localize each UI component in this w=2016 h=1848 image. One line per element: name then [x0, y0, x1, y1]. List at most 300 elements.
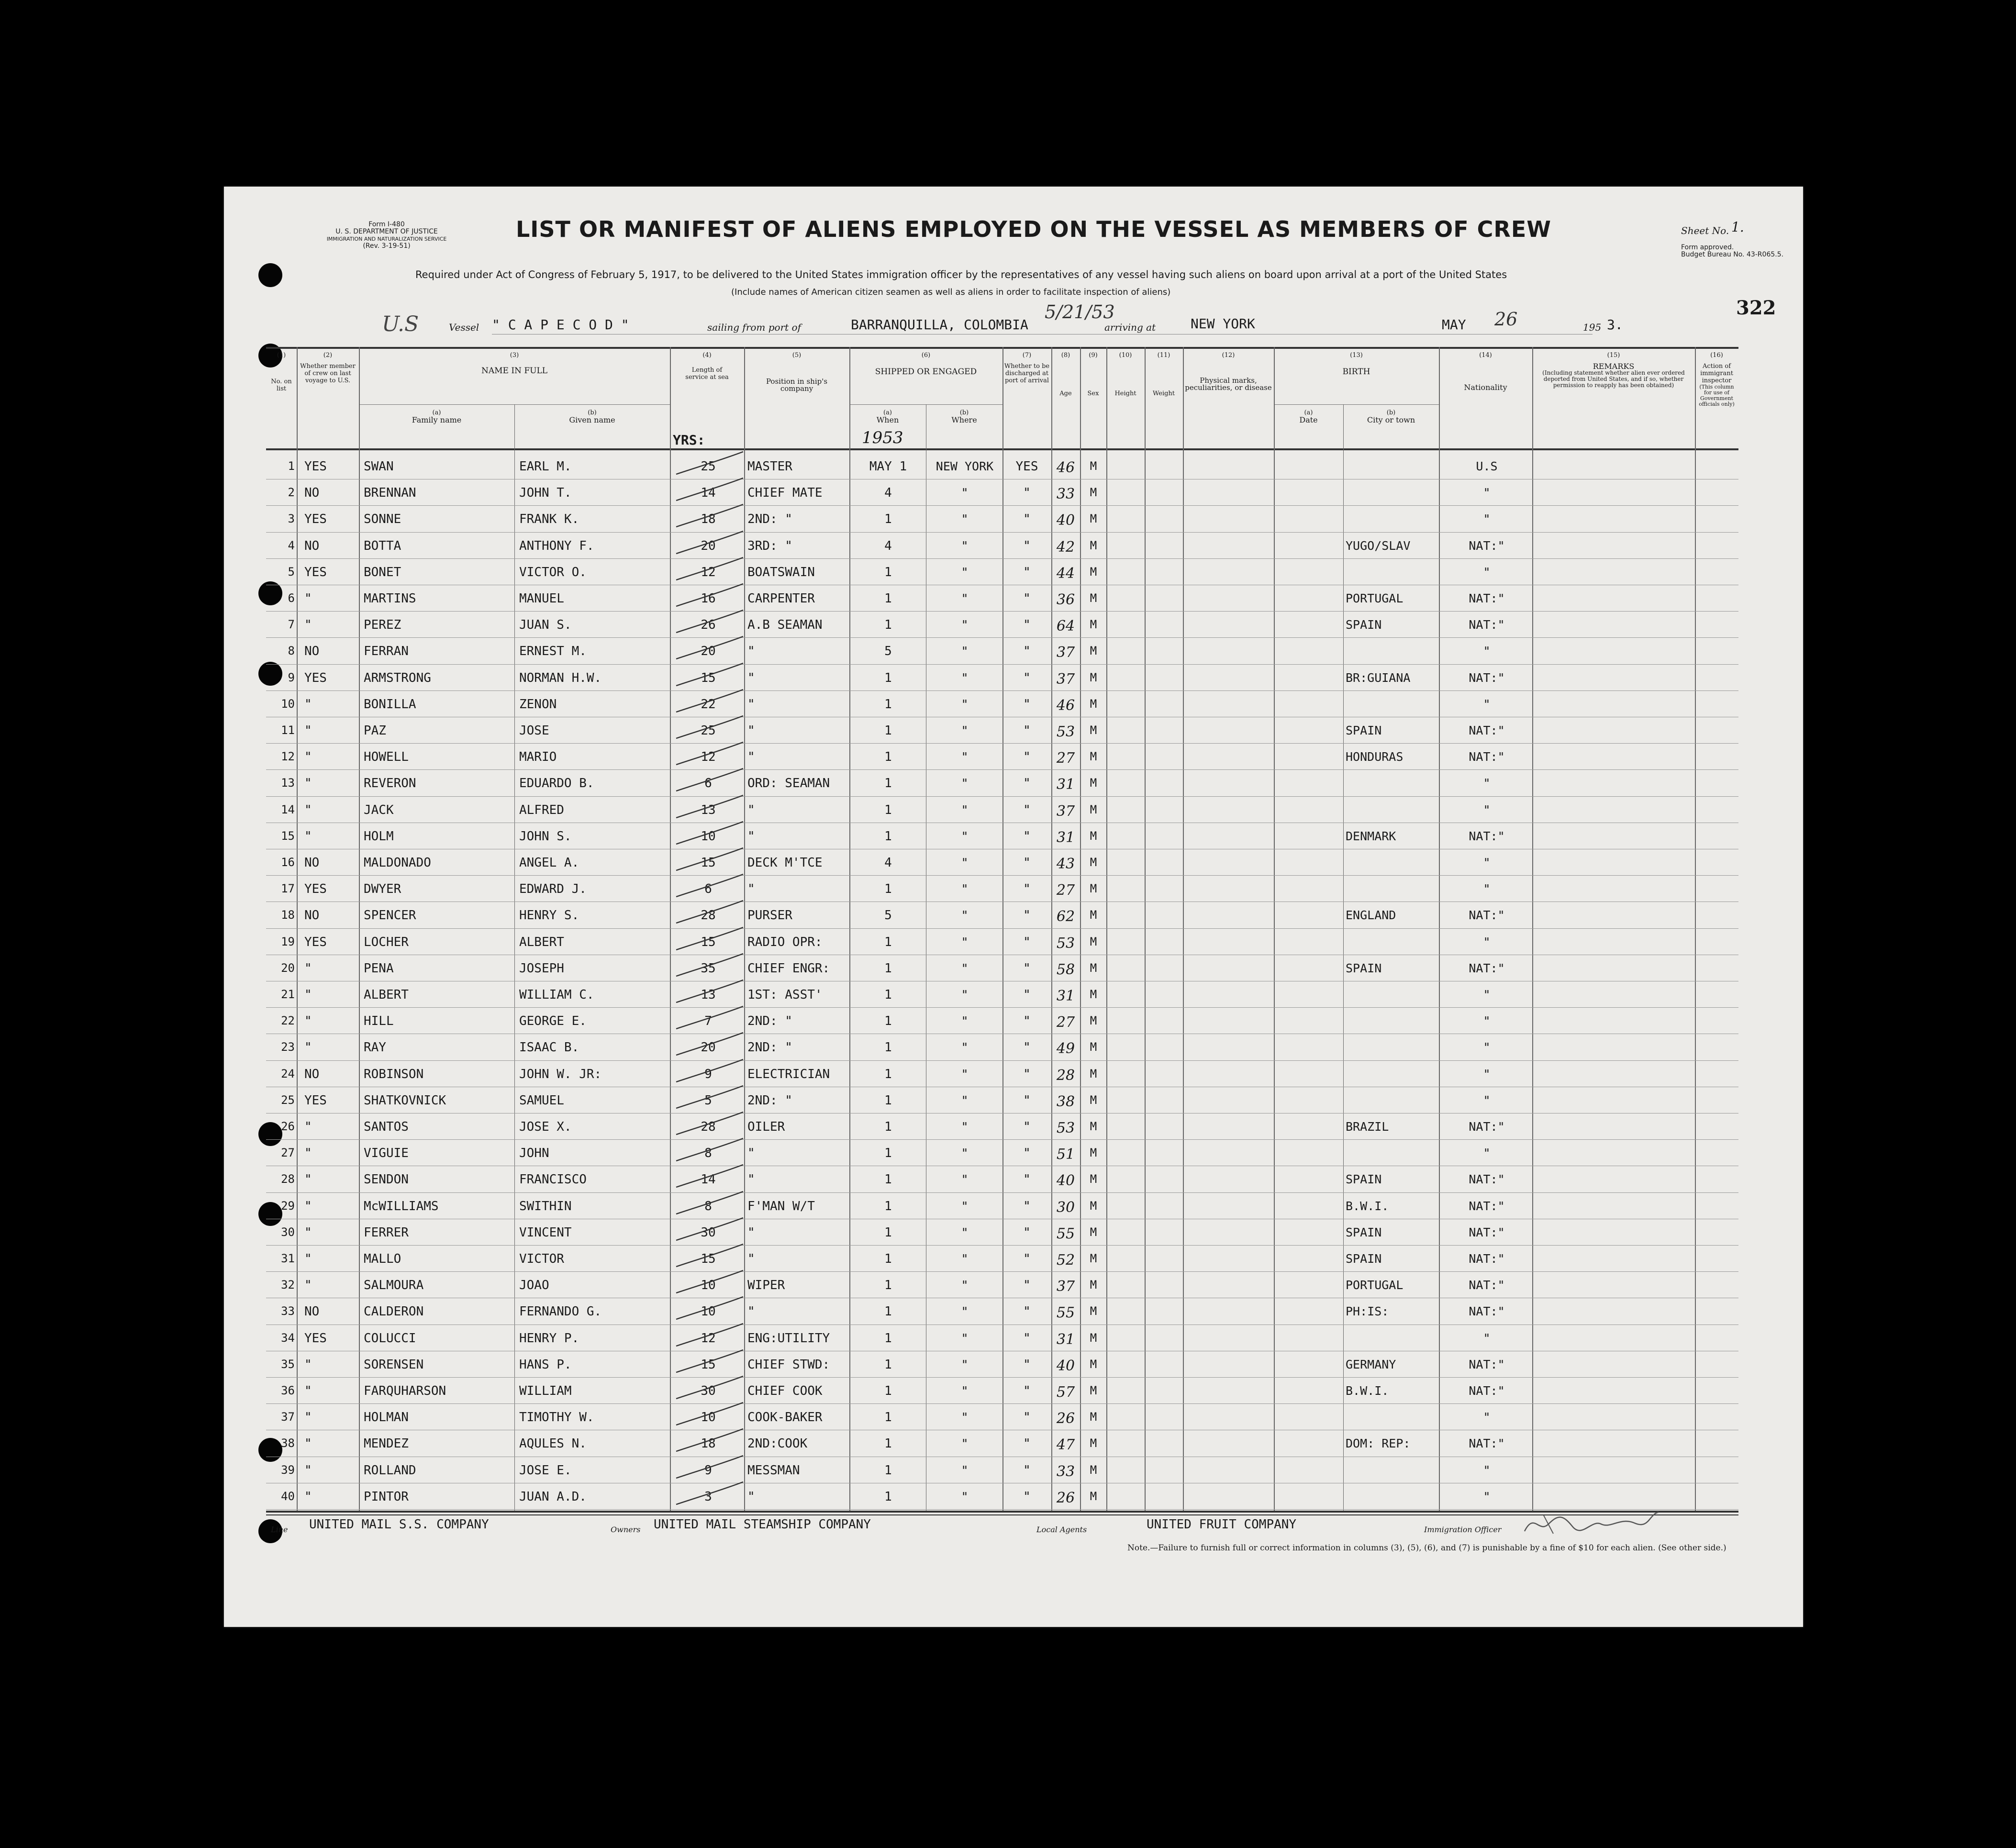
age-cell: 53	[1056, 724, 1075, 740]
service-name: IMMIGRATION AND NATURALIZATION SERVICE	[326, 236, 447, 242]
position-cell: "	[747, 670, 755, 685]
row-rule	[266, 1271, 1738, 1272]
years-service-cell: 28	[701, 908, 716, 923]
col-label: No. on list	[271, 378, 292, 392]
shipped-where-cell: "	[961, 512, 969, 526]
years-service-cell: 7	[704, 1014, 712, 1029]
position-cell: CHIEF STWD:	[747, 1357, 830, 1372]
sex-cell: M	[1090, 538, 1097, 552]
birth-city-cell: DOM: REP:	[1346, 1436, 1411, 1451]
col-number: (b)	[959, 409, 969, 416]
row-number: 11	[281, 724, 295, 737]
arrival-month: MAY	[1442, 317, 1466, 333]
nationality-cell: NAT:"	[1469, 618, 1505, 632]
birth-city-cell: SPAIN	[1346, 1172, 1382, 1187]
col10-header	[1106, 352, 1145, 397]
shipped-when-cell: 1	[884, 1252, 892, 1266]
sailing-port: BARRANQUILLA, COLOMBIA	[851, 317, 1028, 333]
given-name-cell: SAMUEL	[519, 1093, 564, 1108]
last-voyage-cell: YES	[304, 1093, 327, 1108]
row-rule	[266, 1509, 1738, 1510]
years-strike-mark	[674, 580, 746, 609]
shipped-where-cell: "	[961, 1014, 969, 1028]
years-service-cell: 15	[701, 856, 716, 870]
given-name-cell: EDUARDO B.	[519, 776, 594, 791]
years-strike-mark	[674, 501, 746, 529]
given-name-cell: VICTOR O.	[519, 565, 587, 579]
years-strike-mark	[674, 1346, 746, 1375]
discharged-cell: "	[1023, 776, 1031, 791]
age-cell: 57	[1056, 1384, 1075, 1401]
col6-header	[849, 352, 1002, 376]
age-cell: 55	[1056, 1304, 1075, 1322]
col13-header	[1274, 352, 1439, 376]
given-name-cell: EARL M.	[519, 459, 572, 474]
years-service-cell: 12	[701, 1331, 716, 1346]
age-cell: 49	[1056, 1040, 1075, 1058]
given-name-cell: FERNANDO G.	[519, 1304, 602, 1319]
nationality-cell: "	[1483, 1067, 1491, 1081]
discharged-cell: "	[1023, 829, 1031, 844]
years-strike-mark	[674, 924, 746, 952]
discharged-cell: "	[1023, 750, 1031, 765]
shipped-when-cell: 1	[884, 1278, 892, 1293]
family-name-cell: BRENNAN	[364, 486, 416, 501]
row-number: 28	[281, 1172, 295, 1186]
position-cell: 1ST: ASST'	[747, 988, 823, 1002]
col-divider	[1695, 347, 1696, 1512]
last-voyage-cell: "	[304, 1436, 312, 1451]
last-voyage-cell: "	[304, 1199, 312, 1213]
last-voyage-cell: "	[304, 829, 312, 844]
row-number: 37	[281, 1410, 295, 1424]
years-service-cell: 25	[701, 459, 716, 474]
last-voyage-cell: "	[304, 1463, 312, 1478]
row-number: 13	[281, 776, 295, 790]
shipped-when-cell: 1	[884, 882, 892, 897]
row-number: 15	[281, 829, 295, 843]
shipped-when-cell: 1	[884, 935, 892, 949]
years-service-cell: 18	[701, 512, 716, 527]
row-number: 3	[288, 512, 295, 526]
col13b-header	[1343, 409, 1439, 423]
years-service-cell: 5	[704, 1093, 712, 1108]
birth-city-cell: SPAIN	[1346, 618, 1382, 632]
last-voyage-cell: "	[304, 1384, 312, 1398]
nationality-cell: "	[1483, 1146, 1491, 1160]
row-rule	[266, 1139, 1738, 1140]
position-cell: "	[747, 882, 755, 897]
discharged-cell: "	[1023, 908, 1031, 923]
sex-cell: M	[1090, 565, 1097, 579]
age-cell: 46	[1056, 459, 1075, 476]
discharged-cell: "	[1023, 935, 1031, 949]
family-name-cell: MARTINS	[364, 591, 416, 606]
position-cell: 2ND: "	[747, 1040, 792, 1055]
approval-block	[1681, 244, 1783, 258]
discharged-cell: "	[1023, 538, 1031, 553]
given-name-cell: JOAO	[519, 1278, 549, 1293]
birth-city-cell: SPAIN	[1346, 961, 1382, 975]
discharged-cell: "	[1023, 644, 1031, 659]
sex-cell: M	[1090, 1410, 1097, 1424]
col-number: (6)	[921, 352, 931, 359]
shipped-where-cell: "	[961, 961, 969, 975]
last-voyage-cell: "	[304, 697, 312, 712]
last-voyage-cell: "	[304, 988, 312, 1002]
last-voyage-cell: "	[304, 1225, 312, 1240]
include-note: (Include names of American citizen seamen as well as aliens in order to facilitate inspection of aliens)	[731, 287, 1171, 297]
given-name-cell: EDWARD J.	[519, 882, 587, 897]
given-name-cell: JOHN	[519, 1146, 549, 1161]
row-rule	[266, 1007, 1738, 1008]
discharged-cell: YES	[1015, 459, 1038, 474]
shipped-when-cell: 5	[884, 908, 892, 923]
shipped-when-cell: 1	[884, 1331, 892, 1346]
position-cell: COOK-BAKER	[747, 1410, 823, 1425]
row-number: 2	[288, 486, 295, 500]
col-divider	[670, 347, 671, 1512]
birth-city-cell: B.W.I.	[1346, 1384, 1389, 1398]
last-voyage-cell: YES	[304, 935, 327, 949]
given-name-cell: JOSEPH	[519, 961, 564, 976]
sheet-label: Sheet No.	[1681, 225, 1729, 236]
shipped-when-cell: 5	[884, 644, 892, 659]
sex-cell: M	[1090, 1489, 1097, 1503]
sex-cell: M	[1090, 1172, 1097, 1186]
years-strike-mark	[674, 765, 746, 793]
shipped-when-cell: 4	[884, 538, 892, 553]
given-name-cell: FRANCISCO	[519, 1172, 587, 1187]
years-strike-mark	[674, 1240, 746, 1269]
birth-city-cell: B.W.I.	[1346, 1199, 1389, 1213]
col-label: Nationality	[1464, 383, 1507, 392]
row-number: 30	[281, 1225, 295, 1239]
given-name-cell: JOSE X.	[519, 1120, 572, 1134]
years-strike-mark	[674, 738, 746, 767]
row-number: 39	[281, 1463, 295, 1477]
position-cell: CHIEF MATE	[747, 486, 823, 501]
nationality-cell: "	[1483, 935, 1491, 949]
family-name-cell: FARQUHARSON	[364, 1384, 446, 1398]
given-name-cell: MANUEL	[519, 591, 564, 606]
shipped-where-cell: "	[961, 750, 969, 764]
col-note: (This column for use of Government officials only)	[1699, 384, 1735, 407]
row-number: 1	[288, 459, 295, 473]
row-number: 40	[281, 1489, 295, 1503]
sex-cell: M	[1090, 908, 1097, 922]
nationality-cell: NAT:"	[1469, 750, 1505, 764]
last-voyage-cell: NO	[304, 538, 320, 553]
given-name-cell: WILLIAM C.	[519, 988, 594, 1002]
nationality-cell: "	[1483, 1463, 1491, 1477]
family-name-cell: HILL	[364, 1014, 394, 1029]
shipped-where-cell: "	[961, 856, 969, 869]
row-number: 35	[281, 1357, 295, 1371]
line-label: Line	[271, 1525, 288, 1534]
last-voyage-cell: "	[304, 1172, 312, 1187]
year-suffix: 3.	[1607, 317, 1623, 333]
years-service-cell: 15	[701, 670, 716, 685]
given-name-cell: ANTHONY F.	[519, 538, 594, 553]
sex-cell: M	[1090, 1199, 1097, 1213]
shipped-year-handwritten: 1953	[862, 428, 903, 447]
col5-header	[744, 352, 849, 392]
nationality-cell: "	[1483, 882, 1491, 896]
sex-cell: M	[1090, 591, 1097, 605]
family-name-cell: SPENCER	[364, 908, 416, 923]
col-label: BIRTH	[1342, 367, 1370, 377]
family-name-cell: RAY	[364, 1040, 386, 1055]
shipped-where-cell: "	[961, 697, 969, 711]
shipped-when-cell: 1	[884, 1093, 892, 1108]
col15-header	[1532, 352, 1695, 389]
family-name-cell: LOCHER	[364, 935, 409, 949]
sex-cell: M	[1090, 1146, 1097, 1160]
position-cell: ELECTRICIAN	[747, 1067, 830, 1081]
sex-cell: M	[1090, 670, 1097, 684]
nationality-cell: "	[1483, 988, 1491, 1002]
position-cell: CHIEF ENGR:	[747, 961, 830, 976]
col-number: (7)	[1022, 352, 1032, 359]
family-name-cell: ROLLAND	[364, 1463, 416, 1478]
age-cell: 28	[1056, 1067, 1075, 1084]
age-cell: 40	[1056, 1172, 1075, 1190]
birth-city-cell: PH:IS:	[1346, 1304, 1389, 1319]
shipped-where-cell: "	[961, 1384, 969, 1398]
shipped-where-cell: "	[961, 538, 969, 553]
row-number: 23	[281, 1040, 295, 1054]
shipped-when-cell: 4	[884, 856, 892, 870]
birth-city-cell: SPAIN	[1346, 1225, 1382, 1239]
years-strike-mark	[674, 950, 746, 979]
age-cell: 31	[1056, 776, 1075, 793]
nationality-cell: NAT:"	[1469, 1357, 1505, 1371]
discharged-cell: "	[1023, 1436, 1031, 1451]
years-strike-mark	[674, 870, 746, 899]
manifest-sheet	[224, 187, 1803, 1627]
shipped-when-cell: MAY 1	[869, 459, 907, 474]
shipped-where-cell: "	[961, 591, 969, 605]
last-voyage-cell: "	[304, 1120, 312, 1134]
discharged-cell: "	[1023, 591, 1031, 606]
line-value: UNITED MAIL S.S. COMPANY	[309, 1517, 489, 1532]
row-number: 27	[281, 1146, 295, 1160]
given-name-cell: GEORGE E.	[519, 1014, 587, 1029]
sailing-label: sailing from port of	[707, 322, 801, 333]
sex-cell: M	[1090, 935, 1097, 948]
row-rule	[266, 611, 1738, 612]
col-divider	[359, 347, 360, 1512]
years-strike-mark	[674, 527, 746, 556]
discharged-cell: "	[1023, 1278, 1031, 1293]
sex-cell: M	[1090, 1384, 1097, 1397]
age-cell: 44	[1056, 565, 1075, 582]
col-label: Whether to be discharged at port of arrival	[1004, 363, 1050, 384]
family-name-cell: HOLM	[364, 829, 394, 844]
row-number: 22	[281, 1014, 295, 1028]
position-cell: WIPER	[747, 1278, 785, 1293]
nationality-cell: NAT:"	[1469, 1120, 1505, 1134]
age-cell: 62	[1056, 908, 1075, 925]
age-cell: 33	[1056, 1463, 1075, 1480]
years-strike-mark	[674, 897, 746, 925]
col11-header	[1145, 352, 1183, 397]
position-cell: "	[747, 1225, 755, 1240]
discharged-cell: "	[1023, 1146, 1031, 1161]
years-service-cell: 28	[701, 1120, 716, 1134]
shipped-where-cell: "	[961, 1067, 969, 1081]
position-cell: "	[747, 829, 755, 844]
position-cell: CHIEF COOK	[747, 1384, 823, 1398]
years-strike-mark	[674, 1452, 746, 1481]
given-name-cell: JOSE E.	[519, 1463, 572, 1478]
sex-cell: M	[1090, 512, 1097, 526]
row-rule	[266, 690, 1738, 691]
col16-header	[1695, 352, 1738, 407]
years-strike-mark	[674, 448, 746, 477]
sex-cell: M	[1090, 1357, 1097, 1371]
position-cell: "	[747, 1146, 755, 1161]
owners-value: UNITED MAIL STEAMSHIP COMPANY	[654, 1517, 871, 1532]
years-strike-mark	[674, 1188, 746, 1216]
position-cell: "	[747, 1489, 755, 1504]
age-cell: 30	[1056, 1199, 1075, 1216]
shipped-where-cell: "	[961, 829, 969, 843]
discharged-cell: "	[1023, 1357, 1031, 1372]
shipped-when-cell: 1	[884, 724, 892, 738]
discharged-cell: "	[1023, 1384, 1031, 1398]
shipped-when-cell: 1	[884, 1384, 892, 1398]
col-divider	[1183, 347, 1184, 1512]
nationality-cell: "	[1483, 1489, 1491, 1503]
years-strike-mark	[674, 1267, 746, 1295]
family-name-cell: SANTOS	[364, 1120, 409, 1134]
last-voyage-cell: NO	[304, 908, 320, 923]
col-number: (a)	[1304, 409, 1313, 416]
years-service-cell: 35	[701, 961, 716, 976]
family-name-cell: SONNE	[364, 512, 401, 527]
row-number: 7	[288, 618, 295, 632]
age-cell: 55	[1056, 1225, 1075, 1242]
arriving-label: arriving at	[1104, 322, 1156, 333]
family-name-cell: MENDEZ	[364, 1436, 409, 1451]
sex-cell: M	[1090, 1304, 1097, 1318]
age-cell: 31	[1056, 829, 1075, 846]
form-number: Form I-480	[368, 221, 405, 228]
given-name-cell: SWITHIN	[519, 1199, 572, 1213]
discharged-cell: "	[1023, 1067, 1031, 1081]
col-label: Where	[951, 415, 977, 424]
age-cell: 64	[1056, 618, 1075, 635]
given-name-cell: WILLIAM	[519, 1384, 572, 1398]
shipped-when-cell: 1	[884, 1120, 892, 1134]
owners-label: Owners	[611, 1525, 641, 1534]
age-cell: 26	[1056, 1410, 1075, 1427]
shipped-where-cell: "	[961, 1357, 969, 1371]
nationality-cell: NAT:"	[1469, 724, 1505, 737]
shipped-where-cell: "	[961, 1463, 969, 1477]
family-name-cell: SWAN	[364, 459, 394, 474]
row-number: 17	[281, 882, 295, 896]
family-name-cell: BONET	[364, 565, 401, 579]
given-name-cell: ERNEST M.	[519, 644, 587, 659]
col3b-header	[514, 409, 670, 423]
position-cell: ORD: SEAMAN	[747, 776, 830, 791]
last-voyage-cell: "	[304, 1278, 312, 1293]
years-strike-mark	[674, 659, 746, 688]
vessel-name: " C A P E C O D "	[492, 317, 629, 333]
shipped-when-cell: 1	[884, 1225, 892, 1240]
shipped-when-cell: 1	[884, 1304, 892, 1319]
col-number: (a)	[432, 409, 441, 416]
col-number: (12)	[1222, 352, 1235, 359]
last-voyage-cell: "	[304, 591, 312, 606]
row-number: 5	[288, 565, 295, 579]
discharged-cell: "	[1023, 1172, 1031, 1187]
age-cell: 53	[1056, 1120, 1075, 1136]
position-cell: RADIO OPR:	[747, 935, 823, 949]
discharged-cell: "	[1023, 1410, 1031, 1425]
row-number: 36	[281, 1384, 295, 1397]
discharged-cell: "	[1023, 512, 1031, 527]
nationality-cell: NAT:"	[1469, 591, 1505, 605]
sex-cell: M	[1090, 1331, 1097, 1345]
discharged-cell: "	[1023, 1120, 1031, 1134]
given-name-cell: AQULES N.	[519, 1436, 587, 1451]
row-rule	[266, 637, 1738, 638]
col3-header	[359, 352, 670, 375]
years-strike-mark	[674, 712, 746, 741]
family-name-cell: SALMOURA	[364, 1278, 424, 1293]
sex-cell: M	[1090, 1278, 1097, 1292]
col9-header	[1080, 352, 1106, 397]
shipped-where-cell: "	[961, 724, 969, 737]
discharged-cell: "	[1023, 882, 1031, 897]
shipped-when-cell: 1	[884, 1463, 892, 1478]
row-number: 34	[281, 1331, 295, 1345]
shipped-where-cell: "	[961, 988, 969, 1002]
family-name-cell: BONILLA	[364, 697, 416, 712]
years-strike-mark	[674, 1425, 746, 1454]
col-divider	[1532, 347, 1533, 1512]
position-cell: "	[747, 697, 755, 712]
shipped-when-cell: 1	[884, 961, 892, 976]
birth-city-cell: YUGO/SLAV	[1346, 538, 1411, 553]
shipped-where-cell: "	[961, 1304, 969, 1319]
header-subrule	[1274, 404, 1439, 405]
years-strike-mark	[674, 844, 746, 873]
shipped-where-cell: "	[961, 1040, 969, 1055]
col13a-header	[1274, 409, 1343, 423]
col-divider	[297, 347, 298, 1512]
sex-cell: M	[1090, 1436, 1097, 1450]
col12-header	[1183, 352, 1274, 391]
position-cell: OILER	[747, 1120, 785, 1134]
nationality-cell: U.S	[1476, 459, 1498, 473]
signature-scribble	[1520, 1510, 1663, 1538]
age-cell: 52	[1056, 1252, 1075, 1269]
years-service-cell: 6	[704, 776, 712, 791]
years-service-cell: 18	[701, 1436, 716, 1451]
col-divider	[1106, 347, 1107, 1512]
years-service-cell: 3	[704, 1489, 712, 1504]
family-name-cell: COLUCCI	[364, 1331, 416, 1346]
page-title: LIST OR MANIFEST OF ALIENS EMPLOYED ON THE VESSEL AS MEMBERS OF CREW	[516, 216, 1552, 242]
last-voyage-cell: NO	[304, 856, 320, 870]
shipped-when-cell: 1	[884, 591, 892, 606]
nationality-cell: "	[1483, 802, 1491, 817]
